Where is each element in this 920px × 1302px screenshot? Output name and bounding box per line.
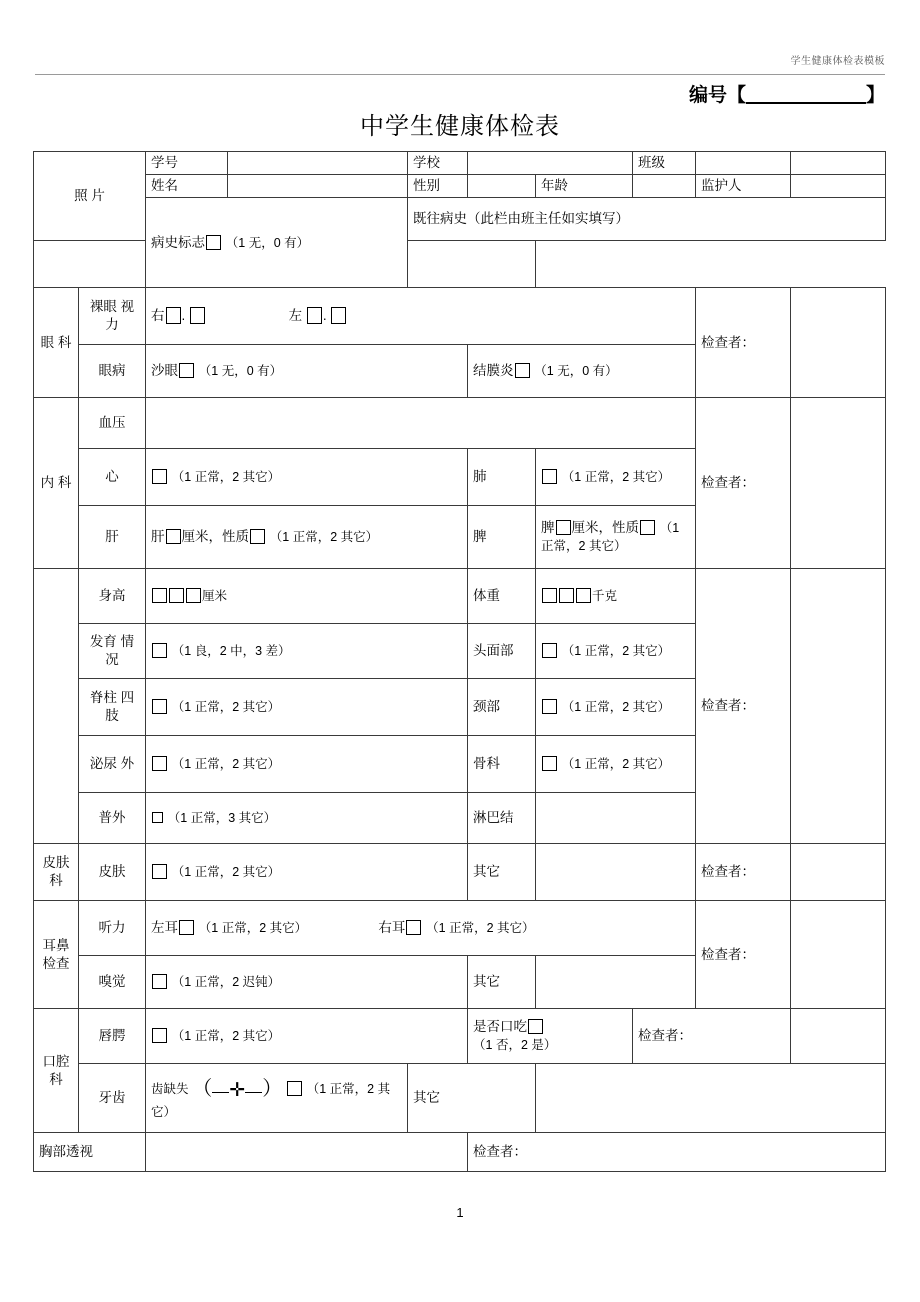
orthopedics-cell[interactable]	[536, 736, 696, 793]
checkbox-spine-limbs[interactable]	[152, 699, 167, 714]
checkbox-lip-palate[interactable]	[152, 1028, 167, 1043]
checkbox-smell[interactable]	[152, 974, 167, 989]
label-age: 年龄	[536, 175, 633, 198]
label-student-id: 学号	[146, 152, 228, 175]
label-development: 发育 情况	[79, 624, 146, 679]
checkbox-urology[interactable]	[152, 756, 167, 771]
tooth-left-blank[interactable]	[212, 1092, 229, 1093]
label-left-eye: 左	[288, 308, 303, 324]
spleen-cell[interactable]	[536, 506, 696, 569]
note-smell: （1 正常，2 迟钝）	[171, 975, 281, 990]
input-school[interactable]	[468, 152, 633, 175]
smell-cell[interactable]	[146, 956, 468, 1009]
checkbox-left-ear[interactable]	[179, 920, 194, 935]
label-class: 班级	[633, 152, 696, 175]
checkbox-right-vision-int[interactable]	[166, 307, 181, 324]
note-heart: （1 正常，2 其它）	[171, 470, 281, 485]
label-spleen-unit: 厘米，性质	[571, 520, 640, 536]
input-guardian[interactable]	[791, 175, 886, 198]
note-orthopedics: （1 正常，2 其它）	[561, 757, 671, 772]
checkbox-weight-d1[interactable]	[542, 588, 557, 603]
label-lung: 肺	[468, 449, 536, 506]
table-row-chest-fluoroscopy	[34, 1133, 886, 1172]
table-row-height-weight	[34, 569, 886, 624]
note-trachoma: （1 无，0 有）	[198, 364, 283, 379]
input-student-id[interactable]	[228, 152, 408, 175]
checkbox-head-face[interactable]	[542, 643, 557, 658]
table-row-history-header	[34, 198, 886, 241]
label-weight: 体重	[468, 569, 536, 624]
tooth-right-blank[interactable]	[245, 1092, 262, 1093]
label-gender: 性别	[408, 175, 468, 198]
inspector-eye-blank[interactable]	[791, 288, 886, 398]
checkbox-stutter[interactable]	[528, 1019, 543, 1034]
section-oral: 口腔 科	[34, 1009, 79, 1133]
table-row-teeth	[34, 1064, 886, 1133]
label-name: 姓名	[146, 175, 228, 198]
label-hearing: 听力	[79, 901, 146, 956]
label-right-ear: 右耳	[378, 920, 406, 936]
checkbox-teeth[interactable]	[287, 1081, 302, 1096]
note-spleen: （1 正常，2 其它）	[541, 521, 680, 554]
checkbox-weight-d3[interactable]	[576, 588, 591, 603]
input-blood-pressure[interactable]	[146, 398, 696, 449]
conjunctivitis-cell[interactable]	[468, 345, 696, 398]
label-guardian: 监护人	[696, 175, 791, 198]
section-skin: 皮肤 科	[34, 844, 79, 901]
note-liver: （1 正常，2 其它）	[269, 530, 379, 545]
unit-weight: 千克	[592, 589, 618, 604]
checkbox-lung[interactable]	[542, 469, 557, 484]
table-row-student-id	[34, 152, 886, 175]
note-teeth: （1 正常，2 其它）	[151, 1081, 391, 1120]
checkbox-height-d1[interactable]	[152, 588, 167, 603]
checkbox-left-vision-int[interactable]	[307, 307, 322, 324]
inspector-internal-blank[interactable]	[791, 398, 886, 569]
input-gender[interactable]	[468, 175, 536, 198]
label-history-flag: 病史标志	[151, 234, 206, 250]
label-skin-other: 其它	[468, 844, 536, 901]
heart-cell[interactable]	[146, 449, 468, 506]
label-urology: 泌尿 外	[79, 736, 146, 793]
note-general-surgery: （1 正常，3 其它）	[167, 811, 277, 826]
note-head-face: （1 正常，2 其它）	[561, 644, 671, 659]
checkbox-spleen-quality[interactable]	[640, 520, 655, 535]
note-neck: （1 正常，2 其它）	[561, 700, 671, 715]
note-right-ear: （1 正常，2 其它）	[426, 921, 535, 936]
inspector-ent[interactable]: 检查者：	[696, 901, 791, 1009]
checkbox-development[interactable]	[152, 643, 167, 658]
label-teeth: 牙齿	[79, 1064, 146, 1133]
checkbox-right-vision-dec[interactable]	[190, 307, 205, 324]
label-past-history: 既往病史（此栏由班主任如实填写）	[408, 198, 886, 241]
vision-dot-right: .	[181, 308, 186, 324]
photo-cell: 照 片	[34, 152, 146, 241]
label-stutter: 是否口吃	[473, 1019, 528, 1035]
vision-dot-left: .	[322, 308, 327, 324]
table-row-name	[34, 175, 886, 198]
label-orthopedics: 骨科	[468, 736, 536, 793]
note-development: （1 良，2 中，3 差）	[171, 644, 291, 659]
label-spine-limbs: 脊柱 四肢	[79, 679, 146, 736]
inspector-surgery-blank[interactable]	[791, 569, 886, 844]
inspector-skin-blank[interactable]	[791, 844, 886, 901]
label-right-eye: 右	[151, 308, 165, 324]
label-chest-fluoroscopy: 胸部透视	[34, 1133, 146, 1172]
note-lip-palate: （1 正常，2 其它）	[171, 1029, 281, 1044]
label-skin: 皮肤	[79, 844, 146, 901]
inspector-skin[interactable]: 检查者：	[696, 844, 791, 901]
table-row-hearing	[34, 901, 886, 956]
input-chest-fluoroscopy[interactable]	[146, 1133, 468, 1172]
table-row-skin	[34, 844, 886, 901]
label-eye-disease: 眼病	[79, 345, 146, 398]
spine-limbs-cell[interactable]	[146, 679, 468, 736]
checkbox-height-d3[interactable]	[186, 588, 201, 603]
input-oral-other[interactable]	[536, 1064, 886, 1133]
table-row-blood-pressure	[34, 398, 886, 449]
checkbox-left-vision-dec[interactable]	[331, 307, 346, 324]
hearing-cell[interactable]	[146, 901, 696, 956]
checkbox-conjunctivitis[interactable]	[515, 363, 530, 378]
note-urology: （1 正常，2 其它）	[171, 757, 281, 772]
general-surgery-cell[interactable]	[146, 793, 468, 844]
label-spleen: 脾	[468, 506, 536, 569]
note-conjunctivitis: （1 无，0 有）	[534, 364, 618, 379]
unit-height: 厘米	[202, 589, 228, 604]
inspector-oral-blank[interactable]	[791, 1009, 886, 1064]
checkbox-height-d2[interactable]	[169, 588, 184, 603]
inspector-oral[interactable]: 检查者：	[633, 1009, 791, 1064]
checkbox-orthopedics[interactable]	[542, 756, 557, 771]
head-face-cell[interactable]	[536, 624, 696, 679]
exam-table	[33, 151, 886, 1172]
label-oral-other: 其它	[408, 1064, 536, 1133]
label-head-face: 头面部	[468, 624, 536, 679]
inspector-ent-blank[interactable]	[791, 901, 886, 1009]
inspector-surgery[interactable]: 检查者：	[696, 569, 791, 844]
lung-cell[interactable]	[536, 449, 696, 506]
checkbox-liver-quality[interactable]	[250, 529, 265, 544]
inspector-eye[interactable]: 检查者：	[696, 288, 791, 398]
teeth-cell[interactable]	[146, 1064, 408, 1133]
checkbox-history-flag[interactable]	[206, 235, 221, 250]
input-name[interactable]	[228, 175, 408, 198]
section-surgery	[34, 569, 79, 844]
tooth-notation: （ ✛ ）	[192, 1077, 283, 1101]
urology-cell[interactable]	[146, 736, 468, 793]
label-neck: 颈部	[468, 679, 536, 736]
exam-table-wrapper	[33, 151, 885, 1172]
section-eye: 眼 科	[34, 288, 79, 398]
page-number: 1	[456, 1205, 464, 1220]
stutter-cell[interactable]	[468, 1009, 633, 1064]
checkbox-liver-size[interactable]	[166, 529, 181, 544]
liver-cell[interactable]	[146, 506, 468, 569]
weight-cell[interactable]	[536, 569, 696, 624]
header-divider	[35, 74, 885, 75]
skin-cell[interactable]	[146, 844, 468, 901]
checkbox-trachoma[interactable]	[179, 363, 194, 378]
input-lymph-nodes[interactable]	[536, 793, 696, 844]
checkbox-spleen-size[interactable]	[556, 520, 571, 535]
label-school: 学校	[408, 152, 468, 175]
input-ent-other[interactable]	[536, 956, 696, 1009]
label-spleen-prefix: 脾	[541, 520, 555, 536]
lip-palate-cell[interactable]	[146, 1009, 468, 1064]
running-head: 学生健康体检表模板	[790, 56, 885, 67]
table-row-lip-palate	[34, 1009, 886, 1064]
development-cell[interactable]	[146, 624, 468, 679]
label-liver-prefix: 肝	[151, 529, 165, 545]
neck-cell[interactable]	[536, 679, 696, 736]
label-trachoma: 沙眼	[151, 363, 179, 379]
checkbox-right-ear[interactable]	[406, 920, 421, 935]
label-liver-unit: 厘米，性质	[181, 529, 250, 545]
input-age[interactable]	[633, 175, 696, 198]
form-number-blank[interactable]	[746, 102, 866, 104]
label-lip-palate: 唇腭	[79, 1009, 146, 1064]
spare-cell-top-right[interactable]	[791, 152, 886, 175]
note-lung: （1 正常，2 其它）	[561, 470, 671, 485]
label-smell: 嗅觉	[79, 956, 146, 1009]
label-conjunctivitis: 结膜炎	[473, 363, 514, 379]
note-history-flag: （1 无，0 有）	[225, 235, 310, 250]
height-cell[interactable]	[146, 569, 468, 624]
trachoma-cell[interactable]	[146, 345, 468, 398]
label-general-surgery: 普外	[79, 793, 146, 844]
form-number-close: 】	[865, 85, 885, 106]
label-missing-teeth: 齿缺失	[151, 1081, 189, 1096]
section-ent: 耳鼻 检查	[34, 901, 79, 1009]
label-left-ear: 左耳	[151, 920, 179, 936]
form-number-label: 编号【	[688, 85, 746, 106]
note-left-ear: （1 正常，2 其它）	[198, 921, 308, 936]
checkbox-skin[interactable]	[152, 864, 167, 879]
label-liver: 肝	[79, 506, 146, 569]
inspector-internal[interactable]: 检查者：	[696, 398, 791, 569]
label-ent-other: 其它	[468, 956, 536, 1009]
label-blood-pressure: 血压	[79, 398, 146, 449]
checkbox-general-surgery[interactable]	[152, 812, 163, 823]
inspector-chest[interactable]: 检查者：	[468, 1133, 886, 1172]
checkbox-heart[interactable]	[152, 469, 167, 484]
input-class[interactable]	[696, 152, 791, 175]
label-height: 身高	[79, 569, 146, 624]
label-naked-vision: 裸眼 视力	[79, 288, 146, 345]
table-row-naked-vision	[34, 288, 886, 345]
input-skin-other[interactable]	[536, 844, 696, 901]
section-internal: 内 科	[34, 398, 79, 569]
checkbox-neck[interactable]	[542, 699, 557, 714]
note-skin: （1 正常，2 其它）	[171, 865, 281, 880]
checkbox-weight-d2[interactable]	[559, 588, 574, 603]
label-lymph-nodes: 淋巴结	[468, 793, 536, 844]
naked-vision-cell[interactable]	[146, 288, 696, 345]
note-stutter: （1 否，2 是）	[473, 1038, 557, 1053]
form-number-field[interactable]	[689, 80, 885, 107]
note-spine-limbs: （1 正常，2 其它）	[171, 700, 281, 715]
label-heart: 心	[79, 449, 146, 506]
page-title: 中学生健康体检表	[360, 114, 560, 140]
